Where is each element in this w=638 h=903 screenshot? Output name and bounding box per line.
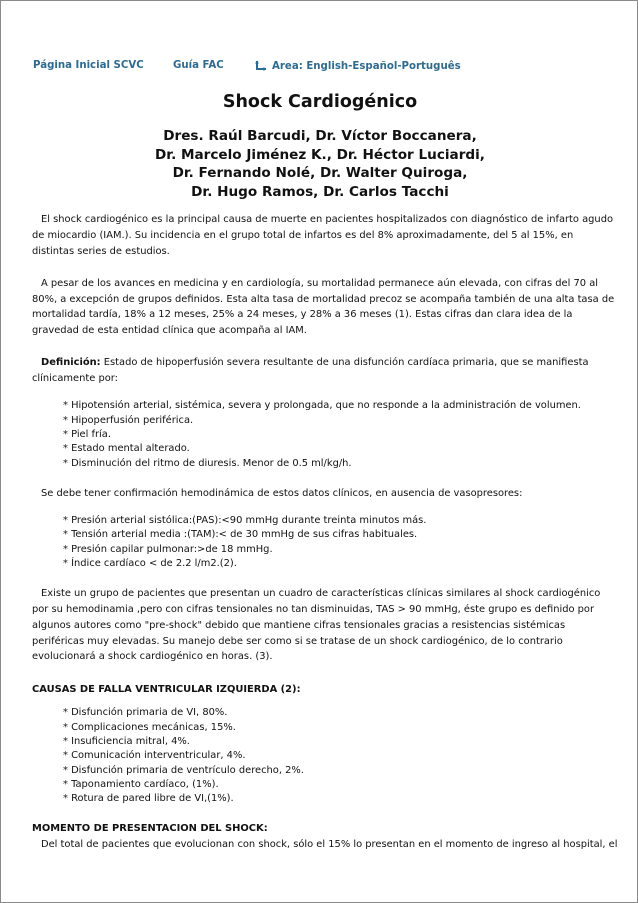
- authors-line: Dr. Marcelo Jiménez K., Dr. Héctor Luciardi,: [155, 146, 485, 163]
- paragraph-definition: [32, 355, 617, 387]
- list-item: * Tensión arterial media :(TAM):< de 30 mmHg de sus cifras habituales.: [63, 529, 418, 541]
- clinical-signs-list: [63, 399, 617, 470]
- nav-area-languages: [255, 60, 461, 72]
- list-item: * Piel fría.: [63, 428, 111, 440]
- list-item: * Taponamiento cardíaco, (1%).: [63, 778, 219, 790]
- list-item: * Hipoperfusión periférica.: [63, 414, 194, 426]
- authors-block: [1, 127, 638, 201]
- page-title: Shock Cardiogénico: [222, 92, 418, 112]
- authors-line: Dr. Fernando Nolé, Dr. Walter Quiroga,: [172, 165, 468, 181]
- lang-link-english[interactable]: English: [306, 60, 349, 72]
- lang-link-portugues[interactable]: Português: [401, 60, 461, 72]
- area-label: Area:: [272, 60, 303, 72]
- list-item: * Hipotensión arterial, sistémica, severa y prolongada, que no responde a la administración de volumen.: [63, 400, 581, 412]
- authors-line: Dres. Raúl Barcudi, Dr. Víctor Boccanera,: [163, 128, 477, 144]
- list-item: * Rotura de pared libre de VI,(1%).: [63, 793, 234, 805]
- list-item: * Disfunción primaria de ventrículo derecho, 2%.: [63, 764, 304, 776]
- article-body: [32, 212, 617, 869]
- hemodynamic-criteria-list: [63, 514, 617, 571]
- paragraph-moment: Del total de pacientes que evolucionan con shock, sólo el 15% lo presentan en el momento de ingreso al hospital, el: [41, 839, 618, 851]
- definition-text: Estado de hipoperfusión severa resultante de una disfunción cardíaca primaria, que se manifiesta clínicamente por:: [32, 357, 589, 385]
- heading-moment: MOMENTO DE PRESENTACION DEL SHOCK:: [32, 823, 268, 835]
- list-item: * Disfunción primaria de VI, 80%.: [63, 707, 228, 719]
- heading-causes: CAUSAS DE FALLA VENTRICULAR IZQUIERDA (2):: [32, 683, 301, 695]
- paragraph-preshock: Existe un grupo de pacientes que presentan un cuadro de características clínicas similares al shock cardiogénico por su hemodinamia ,pero con cifras tensionales no tan disminuidas, TAS > 90 mmHg, éste grupo es definido por algunos autores como "pre-shock" debido que mantiene cifras tensionales gracias a resistencias sistémicas periféricas muy elevadas. Su manejo debe ser como si se tratase de un shock cardiogénico, de lo contrario evolucionará a shock cardiogénico en horas. (3).: [32, 588, 601, 663]
- definition-label: Definición:: [41, 357, 101, 369]
- nav-link-guide[interactable]: Guía FAC: [173, 60, 224, 71]
- list-item: * Complicaciones mecánicas, 15%.: [63, 721, 236, 733]
- lang-link-espanol[interactable]: Español: [352, 60, 398, 72]
- list-item: * Índice cardíaco < de 2.2 l/m2.(2).: [63, 557, 237, 569]
- list-item: * Comunicación interventricular, 4%.: [63, 750, 246, 762]
- lang-separator: -: [348, 60, 353, 72]
- list-item: * Disminución del ritmo de diuresis. Menor de 0.5 ml/kg/h.: [63, 457, 352, 469]
- lang-separator: -: [397, 60, 402, 72]
- list-item: * Presión capilar pulmonar:>de 18 mmHg.: [63, 543, 273, 555]
- paragraph-intro: El shock cardiogénico es la principal causa de muerte en pacientes hospitalizados con diagnóstico de infarto agudo de miocardio (IAM.). Su incidencia en el grupo total de infartos es del 8% aproximadamente, del 5 al 15%, en distintas series de estudios.: [32, 214, 613, 257]
- causes-list: [63, 706, 617, 806]
- nav-link-home[interactable]: Página Inicial SCVC: [33, 60, 144, 71]
- list-item: * Insuficiencia mitral, 4%.: [63, 735, 190, 747]
- paragraph-mortality: A pesar de los avances en medicina y en cardiología, su mortalidad permanece aún elevada, con cifras del 70 al 80%, a excepción de grupos definidos. Esta alta tasa de mortalidad precoz se acompaña también de una alta tasa de mortalidad tardía, 18% a 12 meses, 25% a 24 meses, y 28% a 36 meses (1). Estas cifras dan clara idea de la gravedad de esta entidad clínica que acompaña al IAM.: [32, 277, 615, 337]
- up-arrow-icon[interactable]: [255, 60, 268, 72]
- list-item: * Estado mental alterado.: [63, 443, 190, 455]
- paragraph-hemodynamic: Se debe tener confirmación hemodinámica de estos datos clínicos, en ausencia de vasopresores:: [41, 487, 523, 499]
- list-item: * Presión arterial sistólica:(PAS):<90 mmHg durante treinta minutos más.: [63, 515, 427, 527]
- authors-line: Dr. Hugo Ramos, Dr. Carlos Tacchi: [191, 183, 449, 200]
